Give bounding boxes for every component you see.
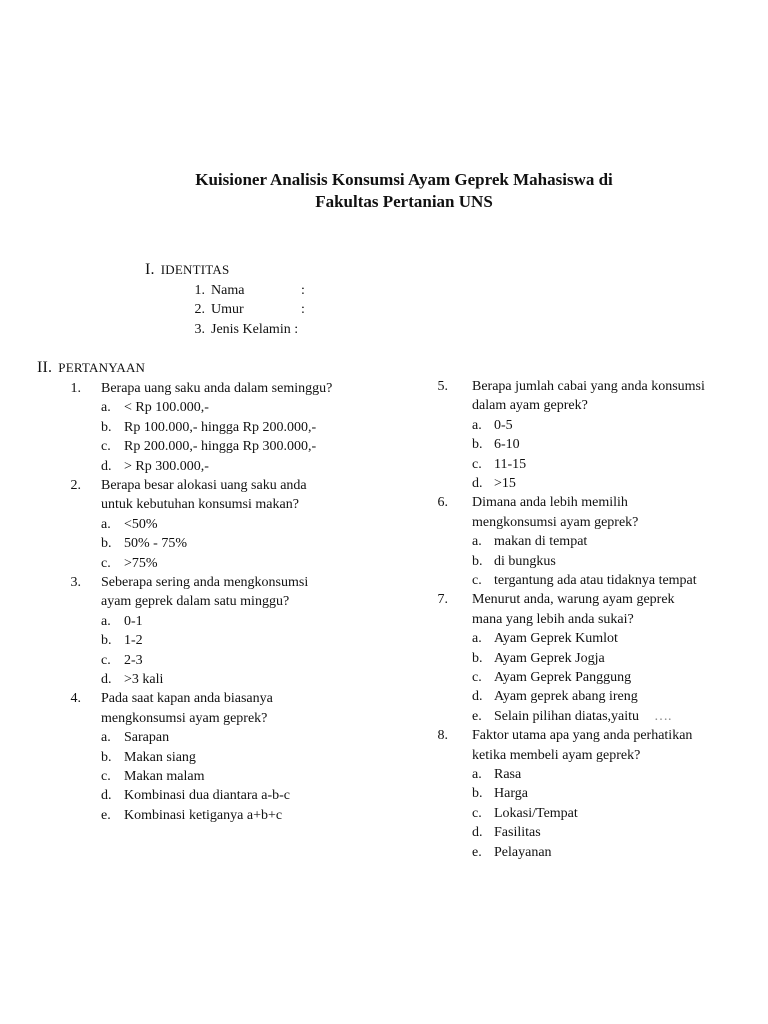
option-letter: d. (472, 689, 483, 705)
option-text: >15 (494, 476, 516, 491)
option-letter: a. (101, 516, 111, 532)
option-letter: a. (101, 400, 111, 416)
option-letter: b. (472, 553, 483, 569)
question-number: 3. (70, 575, 81, 590)
question-text: mengkonsumsi ayam geprek? (472, 514, 639, 530)
option-text: Rp 100.000,- hingga Rp 200.000,- (124, 419, 317, 435)
option-letter: a. (472, 534, 482, 550)
section-numeral: II. (37, 359, 53, 376)
option-text: 6-10 (494, 437, 520, 453)
option-letter: a. (101, 730, 111, 746)
option-letter: c. (101, 652, 111, 668)
option-text: Sarapan (124, 730, 170, 746)
field-number: 2. (194, 302, 205, 317)
question-text: dalam ayam geprek? (472, 398, 588, 414)
section-title: IDENTITAS (160, 262, 230, 277)
question-text: Berapa besar alokasi uang saku anda (101, 478, 307, 493)
question-text: Menurut anda, warung ayam geprek (472, 592, 675, 608)
option-letter: c. (472, 573, 482, 588)
option-fill-in-dots: …. (654, 708, 672, 724)
field-label: Nama (211, 283, 245, 298)
option-text: Kombinasi ketiganya a+b+c (124, 807, 283, 823)
option-letter: a. (101, 613, 111, 629)
question-text: ayam geprek dalam satu minggu? (101, 594, 290, 610)
option-text: Kombinasi dua diantara a-b-c (124, 788, 290, 804)
document-title-line-1: Kuisioner Analisis Konsumsi Ayam Geprek Mahasiswa di (195, 170, 613, 189)
option-text: Makan siang (124, 749, 196, 765)
option-letter: b. (472, 437, 483, 453)
question-number: 1. (70, 381, 81, 396)
option-letter: c. (101, 439, 111, 455)
option-letter: d. (472, 825, 483, 841)
option-letter: c. (472, 805, 482, 821)
option-letter: c. (472, 670, 482, 685)
field-number: 1. (194, 283, 205, 298)
question-text: Faktor utama apa yang anda perhatikan (472, 728, 693, 744)
question-number: 5. (437, 379, 448, 394)
option-text: Fasilitas (494, 825, 541, 841)
option-letter: e. (472, 844, 482, 860)
section-identitas-heading (145, 261, 229, 279)
option-text: di bungkus (494, 553, 556, 569)
option-text: >3 kali (124, 672, 164, 687)
option-text: 2-3 (124, 652, 143, 668)
option-text: > Rp 300.000,- (124, 458, 209, 474)
question-text: mengkonsumsi ayam geprek? (101, 710, 268, 726)
section-title: PERTANYAAN (58, 360, 146, 375)
question-number: 2. (70, 478, 81, 493)
option-text: tergantung ada atau tidaknya tempat (494, 573, 697, 588)
option-letter: b. (472, 786, 483, 802)
option-letter: a. (472, 767, 482, 782)
option-letter: d. (101, 458, 112, 474)
option-letter: e. (472, 708, 482, 724)
option-letter: c. (101, 769, 111, 784)
option-letter: b. (101, 633, 112, 649)
section-pertanyaan-heading (37, 359, 145, 377)
option-text: <50% (124, 516, 158, 532)
option-text: Pelayanan (494, 844, 552, 860)
option-letter: b. (101, 749, 112, 765)
question-text: mana yang lebih anda sukai? (472, 611, 634, 627)
question-number: 7. (437, 592, 448, 608)
option-text: Selain pilihan diatas,yaitu (494, 708, 640, 724)
question-text: Berapa jumlah cabai yang anda konsumsi (472, 379, 705, 394)
question-text: untuk kebutuhan konsumsi makan? (101, 497, 299, 513)
question-number: 8. (437, 728, 448, 744)
option-text: Lokasi/Tempat (494, 805, 578, 821)
option-text: 11-15 (494, 456, 527, 472)
option-letter: a. (472, 631, 482, 647)
option-text: 0-5 (494, 417, 513, 433)
question-number: 6. (437, 495, 448, 511)
field-colon: : (301, 283, 305, 298)
section-numeral: I. (145, 261, 155, 278)
option-text: Ayam geprek abang ireng (494, 689, 638, 705)
field-number: 3. (194, 322, 205, 337)
question-text: Pada saat kapan anda biasanya (101, 691, 273, 707)
option-letter: a. (472, 417, 482, 433)
field-label: Umur (211, 302, 244, 317)
option-text: Rp 200.000,- hingga Rp 300.000,- (124, 439, 317, 455)
option-letter: e. (101, 807, 111, 823)
option-text: < Rp 100.000,- (124, 400, 209, 416)
question-number: 4. (70, 691, 81, 707)
option-letter: b. (101, 419, 112, 435)
option-letter: d. (101, 672, 112, 687)
option-text: 1-2 (124, 633, 143, 649)
question-text: Seberapa sering anda mengkonsumsi (101, 575, 309, 590)
option-text: 50% - 75% (124, 536, 187, 552)
option-text: >75% (124, 555, 158, 571)
option-letter: d. (101, 788, 112, 804)
option-text: Harga (494, 786, 528, 802)
option-text: Ayam Geprek Jogja (494, 650, 605, 666)
option-text: 0-1 (124, 613, 143, 629)
question-text: Dimana anda lebih memilih (472, 495, 628, 511)
option-text: Makan malam (124, 769, 205, 784)
option-text: Ayam Geprek Kumlot (494, 631, 618, 647)
option-letter: c. (472, 456, 482, 472)
option-letter: d. (472, 476, 483, 491)
option-letter: b. (472, 650, 483, 666)
question-text: Berapa uang saku anda dalam seminggu? (101, 381, 333, 396)
option-text: makan di tempat (494, 534, 588, 550)
document-title-line-2: Fakultas Pertanian UNS (315, 192, 493, 211)
field-label: Jenis Kelamin : (211, 322, 299, 337)
field-colon: : (301, 302, 305, 317)
question-text: ketika membeli ayam geprek? (472, 747, 641, 763)
option-text: Ayam Geprek Panggung (494, 670, 632, 685)
option-letter: c. (101, 555, 111, 571)
option-text: Rasa (494, 767, 522, 782)
option-letter: b. (101, 536, 112, 552)
